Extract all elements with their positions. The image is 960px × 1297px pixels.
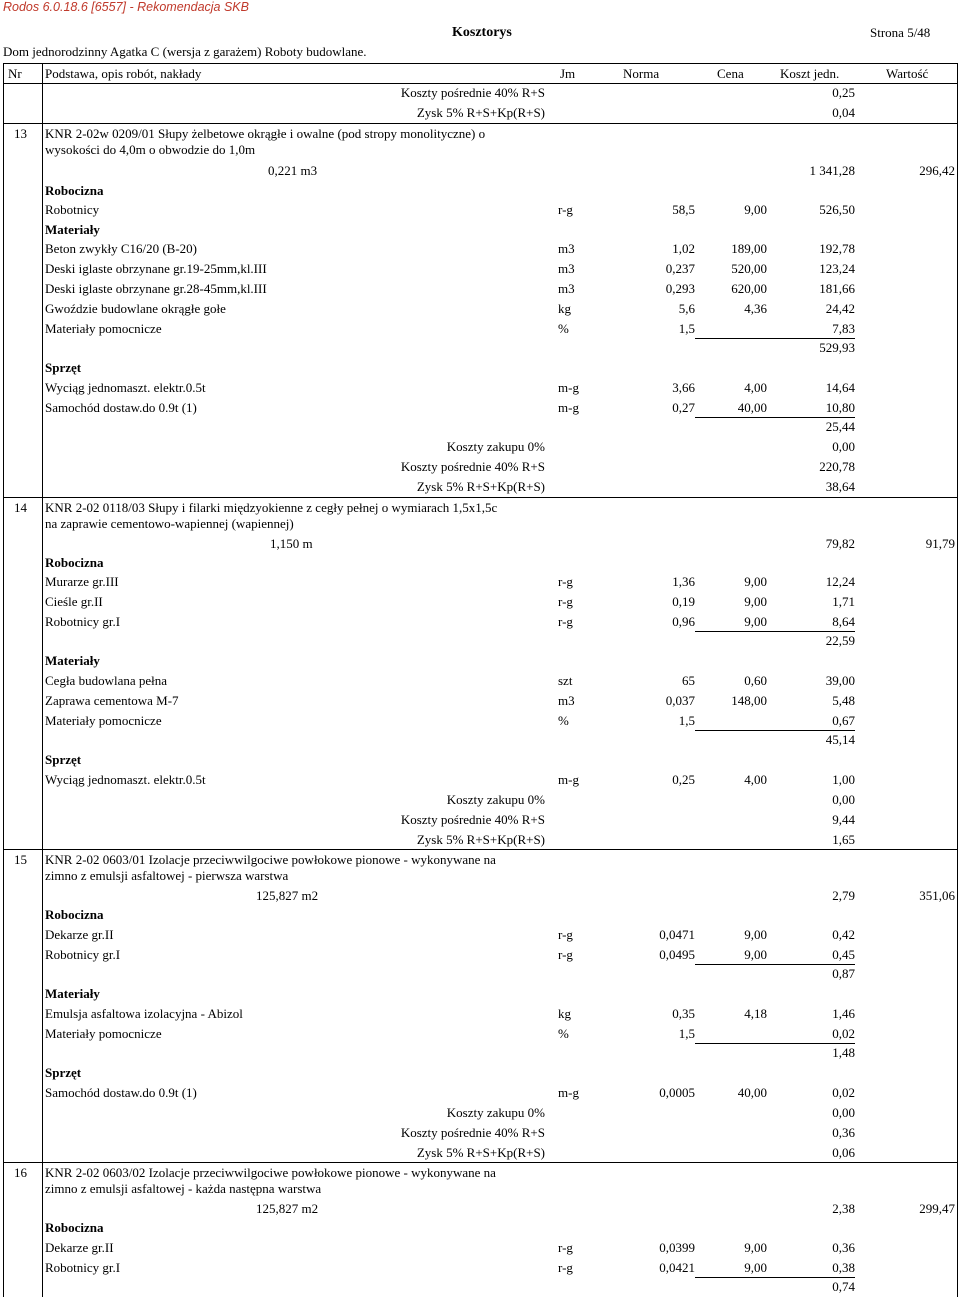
p16-r1-koszt: 0,36 (832, 1240, 855, 1255)
p15-r1-norma: 0,0471 (659, 927, 695, 942)
p13-r1-norma: 58,5 (672, 202, 695, 217)
p16-nr: 16 (14, 1165, 27, 1180)
p14-r1-jm: r-g (558, 574, 573, 589)
p16-r2-koszt: 0,38 (832, 1260, 855, 1275)
p13-m5-norma: 1,5 (678, 321, 695, 336)
p13-s2-jm: m-g (558, 400, 579, 415)
p15-kp-label: Koszty pośrednie 40% R+S (400, 1125, 545, 1140)
p15-sprzet-heading: Sprzęt (45, 1065, 82, 1080)
p14-materialy-sum: 45,14 (825, 732, 855, 747)
p14-m1-jm: szt (558, 673, 573, 688)
position-separator (3, 123, 958, 124)
p16-quantity: 125,827 m2 (256, 1201, 319, 1216)
p13-m3-jm: m3 (558, 281, 575, 296)
frame-left (3, 63, 4, 1297)
col-jm: Jm (560, 66, 576, 81)
p13-s2-cena: 40,00 (737, 400, 767, 415)
p14-r3-cena: 9,00 (744, 614, 767, 629)
p14-m1-norma: 65 (682, 673, 695, 688)
top-zysk-value: 0,04 (832, 105, 855, 120)
p16-r1-jm: r-g (558, 1240, 573, 1255)
p13-kp-value: 220,78 (819, 459, 855, 474)
p13-zysk-value: 38,64 (825, 479, 855, 494)
p13-m5-koszt: 7,83 (832, 321, 855, 336)
p13-m2-name: Deski iglaste obrzynane gr.19-25mm,kl.III (45, 261, 267, 276)
col-wartosc: Wartość (886, 66, 929, 81)
p14-materialy-sum-rule (695, 730, 855, 731)
p15-s1-name: Samochód dostaw.do 0.9t (1) (45, 1085, 197, 1100)
p14-m1-name: Cegła budowlana pełna (45, 673, 168, 688)
p13-m3-norma: 0,293 (665, 281, 695, 296)
p14-kz-value: 0,00 (832, 792, 855, 807)
p13-m2-cena: 520,00 (731, 261, 767, 276)
p15-robocizna-heading: Robocizna (45, 907, 104, 922)
p15-r1-jm: r-g (558, 927, 573, 942)
p16-unit-cost: 2,38 (832, 1201, 855, 1216)
p14-zysk-label: Zysk 5% R+S+Kp(R+S) (416, 832, 545, 847)
p15-kp-value: 0,36 (832, 1125, 855, 1140)
p14-r1-cena: 9,00 (744, 574, 767, 589)
p14-m3-norma: 1,5 (678, 713, 695, 728)
p13-m4-name: Gwoździe budowlane okrągłe gołe (45, 301, 226, 316)
p16-r1-cena: 9,00 (744, 1240, 767, 1255)
p13-m2-norma: 0,237 (665, 261, 695, 276)
p15-robocizna-sum: 0,87 (832, 966, 855, 981)
p16-r1-norma: 0,0399 (659, 1240, 695, 1255)
p15-r1-cena: 9,00 (744, 927, 767, 942)
p15-kz-label: Koszty zakupu 0% (446, 1105, 545, 1120)
p15-m2-jm: % (558, 1026, 569, 1041)
position-separator (3, 1162, 958, 1163)
frame-nr-separator (42, 63, 43, 1297)
p14-r2-jm: r-g (558, 594, 573, 609)
p14-desc-line2: na zaprawie cementowo-wapiennej (wapiennej) (45, 516, 294, 531)
p14-s1-name: Wyciąg jednomaszt. elektr.0.5t (45, 772, 206, 787)
p15-desc-line1: KNR 2-02 0603/01 Izolacje przeciwwilgociwe powłokowe pionowe - wykonywane na (45, 852, 496, 867)
p13-s1-koszt: 14,64 (825, 380, 855, 395)
p13-robocizna-heading: Robocizna (45, 183, 104, 198)
p16-robocizna-heading: Robocizna (45, 1220, 104, 1235)
p14-r3-norma: 0,96 (672, 614, 695, 629)
p14-materialy-heading: Materiały (45, 653, 100, 668)
p14-sprzet-heading: Sprzęt (45, 752, 82, 767)
col-description: Podstawa, opis robót, nakłady (45, 66, 202, 81)
p13-m2-jm: m3 (558, 261, 575, 276)
p15-r2-koszt: 0,45 (832, 947, 855, 962)
p14-nr: 14 (14, 500, 27, 515)
p13-m5-jm: % (558, 321, 569, 336)
p15-s1-cena: 40,00 (737, 1085, 767, 1100)
p14-kp-value: 9,44 (832, 812, 855, 827)
p14-r3-jm: r-g (558, 614, 573, 629)
p15-value: 351,06 (919, 888, 955, 903)
position-separator (3, 849, 958, 850)
p13-m1-norma: 1,02 (672, 241, 695, 256)
p16-r2-cena: 9,00 (744, 1260, 767, 1275)
p13-sprzet-heading: Sprzęt (45, 360, 82, 375)
page-number: Strona 5/48 (870, 25, 931, 40)
col-norma: Norma (623, 66, 660, 81)
position-separator (3, 497, 958, 498)
p14-m2-name: Zaprawa cementowa M-7 (45, 693, 179, 708)
p13-quantity: 0,221 m3 (268, 163, 318, 178)
p13-s1-name: Wyciąg jednomaszt. elektr.0.5t (45, 380, 206, 395)
p13-materialy-heading: Materiały (45, 222, 100, 237)
p16-robocizna-sum-rule (695, 1277, 855, 1278)
p15-m2-koszt: 0,02 (832, 1026, 855, 1041)
p15-s1-jm: m-g (558, 1085, 579, 1100)
p13-materialy-sum: 529,93 (819, 340, 855, 355)
p15-robocizna-sum-rule (695, 964, 855, 965)
p16-desc-line2: zimno z emulsji asfaltowej - każda następna warstwa (45, 1181, 322, 1196)
p14-r2-cena: 9,00 (744, 594, 767, 609)
col-nr: Nr (8, 66, 22, 81)
p15-m1-koszt: 1,46 (832, 1006, 855, 1021)
p15-m1-norma: 0,35 (672, 1006, 695, 1021)
p15-r1-koszt: 0,42 (832, 927, 855, 942)
p14-m1-cena: 0,60 (744, 673, 767, 688)
p16-r1-name: Dekarze gr.II (45, 1240, 114, 1255)
p16-r2-name: Robotnicy gr.I (45, 1260, 121, 1275)
p14-r1-norma: 1,36 (672, 574, 695, 589)
p15-m1-cena: 4,18 (744, 1006, 767, 1021)
p15-materialy-sum-rule (695, 1043, 855, 1044)
p14-r2-koszt: 1,71 (832, 594, 855, 609)
p14-robocizna-heading: Robocizna (45, 555, 104, 570)
p15-materialy-sum: 1,48 (832, 1045, 855, 1060)
p13-kz-value: 0,00 (832, 439, 855, 454)
p14-value: 91,79 (925, 536, 955, 551)
p15-materialy-heading: Materiały (45, 986, 100, 1001)
p14-s1-koszt: 1,00 (832, 772, 855, 787)
p13-m4-koszt: 24,42 (825, 301, 855, 316)
p14-m2-cena: 148,00 (731, 693, 767, 708)
p13-r1-cena: 9,00 (744, 202, 767, 217)
p13-kp-label: Koszty pośrednie 40% R+S (400, 459, 545, 474)
p13-m4-jm: kg (558, 301, 571, 316)
col-cena: Cena (717, 66, 744, 81)
p15-unit-cost: 2,79 (832, 888, 855, 903)
p13-m1-jm: m3 (558, 241, 575, 256)
p13-unit-cost: 1 341,28 (809, 163, 855, 178)
p15-zysk-value: 0,06 (832, 1145, 855, 1160)
header-bottom-rule (3, 83, 958, 84)
p13-s1-norma: 3,66 (672, 380, 695, 395)
p14-r1-name: Murarze gr.III (45, 574, 119, 589)
p13-sprzet-sum: 25,44 (825, 419, 855, 434)
p15-s1-koszt: 0,02 (832, 1085, 855, 1100)
p13-m3-name: Deski iglaste obrzynane gr.28-45mm,kl.III (45, 281, 267, 296)
p13-m4-cena: 4,36 (744, 301, 767, 316)
p13-m1-cena: 189,00 (731, 241, 767, 256)
p14-m2-koszt: 5,48 (832, 693, 855, 708)
p16-r2-jm: r-g (558, 1260, 573, 1275)
p16-r2-norma: 0,0421 (659, 1260, 695, 1275)
p14-r3-koszt: 8,64 (832, 614, 855, 629)
p14-s1-cena: 4,00 (744, 772, 767, 787)
p14-s1-jm: m-g (558, 772, 579, 787)
p13-r1-jm: r-g (558, 202, 573, 217)
p13-r1-koszt: 526,50 (819, 202, 855, 217)
p15-r2-cena: 9,00 (744, 947, 767, 962)
p13-m4-norma: 5,6 (678, 301, 695, 316)
p13-desc-line2: wysokości do 4,0m o obwodzie do 1,0m (45, 142, 256, 157)
p13-sprzet-sum-rule (695, 417, 855, 418)
p15-m2-norma: 1,5 (678, 1026, 695, 1041)
p14-m3-koszt: 0,67 (832, 713, 855, 728)
p15-kz-value: 0,00 (832, 1105, 855, 1120)
p15-nr: 15 (14, 852, 27, 867)
frame-right (957, 63, 958, 1297)
p15-r1-name: Dekarze gr.II (45, 927, 114, 942)
p15-m1-name: Emulsja asfaltowa izolacyjna - Abizol (45, 1006, 243, 1021)
p14-kz-label: Koszty zakupu 0% (446, 792, 545, 807)
project-name: Dom jednorodzinny Agatka C (wersja z garażem) Roboty budowlane. (3, 44, 367, 59)
p13-zysk-label: Zysk 5% R+S+Kp(R+S) (416, 479, 545, 494)
p13-s1-cena: 4,00 (744, 380, 767, 395)
p14-desc-line1: KNR 2-02 0118/03 Słupy i filarki międzyokienne z cegły pełnej o wymiarach 1,5x1,5c (45, 500, 498, 515)
p15-m2-name: Materiały pomocnicze (45, 1026, 162, 1041)
p14-m2-norma: 0,037 (665, 693, 695, 708)
p13-materialy-sum-rule (695, 338, 855, 339)
top-kp-label: Koszty pośrednie 40% R+S (400, 85, 545, 100)
p15-r2-jm: r-g (558, 947, 573, 962)
p14-m3-jm: % (558, 713, 569, 728)
p15-s1-norma: 0,0005 (659, 1085, 695, 1100)
p15-zysk-label: Zysk 5% R+S+Kp(R+S) (416, 1145, 545, 1160)
p13-value: 296,42 (919, 163, 955, 178)
p13-s2-name: Samochód dostaw.do 0.9t (1) (45, 400, 197, 415)
p13-kz-label: Koszty zakupu 0% (446, 439, 545, 454)
p14-kp-label: Koszty pośrednie 40% R+S (400, 812, 545, 827)
p15-quantity: 125,827 m2 (256, 888, 319, 903)
p13-s2-norma: 0,27 (672, 400, 695, 415)
p16-value: 299,47 (919, 1201, 955, 1216)
p14-r2-name: Cieśle gr.II (45, 594, 103, 609)
p13-nr: 13 (14, 126, 27, 141)
program-name: Rodos 6.0.18.6 [6557] - Rekomendacja SKB (3, 0, 249, 14)
p13-m5-name: Materiały pomocnicze (45, 321, 162, 336)
p13-s2-koszt: 10,80 (825, 400, 855, 415)
p14-r2-norma: 0,19 (672, 594, 695, 609)
p14-m1-koszt: 39,00 (825, 673, 855, 688)
p16-desc-line1: KNR 2-02 0603/02 Izolacje przeciwwilgociwe powłokowe pionowe - wykonywane na (45, 1165, 496, 1180)
p15-m1-jm: kg (558, 1006, 571, 1021)
p14-zysk-value: 1,65 (832, 832, 855, 847)
p14-robocizna-sum-rule (695, 631, 855, 632)
header-top-rule (3, 63, 958, 64)
p13-desc-line1: KNR 2-02w 0209/01 Słupy żelbetowe okrągłe i owalne (pod stropy monolityczne) o (45, 126, 486, 141)
top-zysk-label: Zysk 5% R+S+Kp(R+S) (416, 105, 545, 120)
p13-m3-koszt: 181,66 (819, 281, 855, 296)
p13-m2-koszt: 123,24 (819, 261, 855, 276)
p13-m1-name: Beton zwykły C16/20 (B-20) (45, 241, 198, 256)
p14-quantity: 1,150 m (270, 536, 313, 551)
document-title: Kosztorys (452, 25, 512, 40)
p14-unit-cost: 79,82 (825, 536, 855, 551)
p13-m3-cena: 620,00 (731, 281, 767, 296)
p14-s1-norma: 0,25 (672, 772, 695, 787)
p14-m2-jm: m3 (558, 693, 575, 708)
p13-m1-koszt: 192,78 (819, 241, 855, 256)
p14-r3-name: Robotnicy gr.I (45, 614, 121, 629)
p16-robocizna-sum: 0,74 (832, 1279, 855, 1294)
p13-s1-jm: m-g (558, 380, 579, 395)
p15-r2-norma: 0,0495 (659, 947, 695, 962)
p13-r1-name: Robotnicy (45, 202, 100, 217)
p15-desc-line2: zimno z emulsji asfaltowej - pierwsza warstwa (45, 868, 289, 883)
p14-r1-koszt: 12,24 (825, 574, 855, 589)
p14-m3-name: Materiały pomocnicze (45, 713, 162, 728)
col-koszt-jedn: Koszt jedn. (780, 66, 840, 81)
p14-robocizna-sum: 22,59 (825, 633, 855, 648)
p15-r2-name: Robotnicy gr.I (45, 947, 121, 962)
top-kp-value: 0,25 (832, 85, 855, 100)
